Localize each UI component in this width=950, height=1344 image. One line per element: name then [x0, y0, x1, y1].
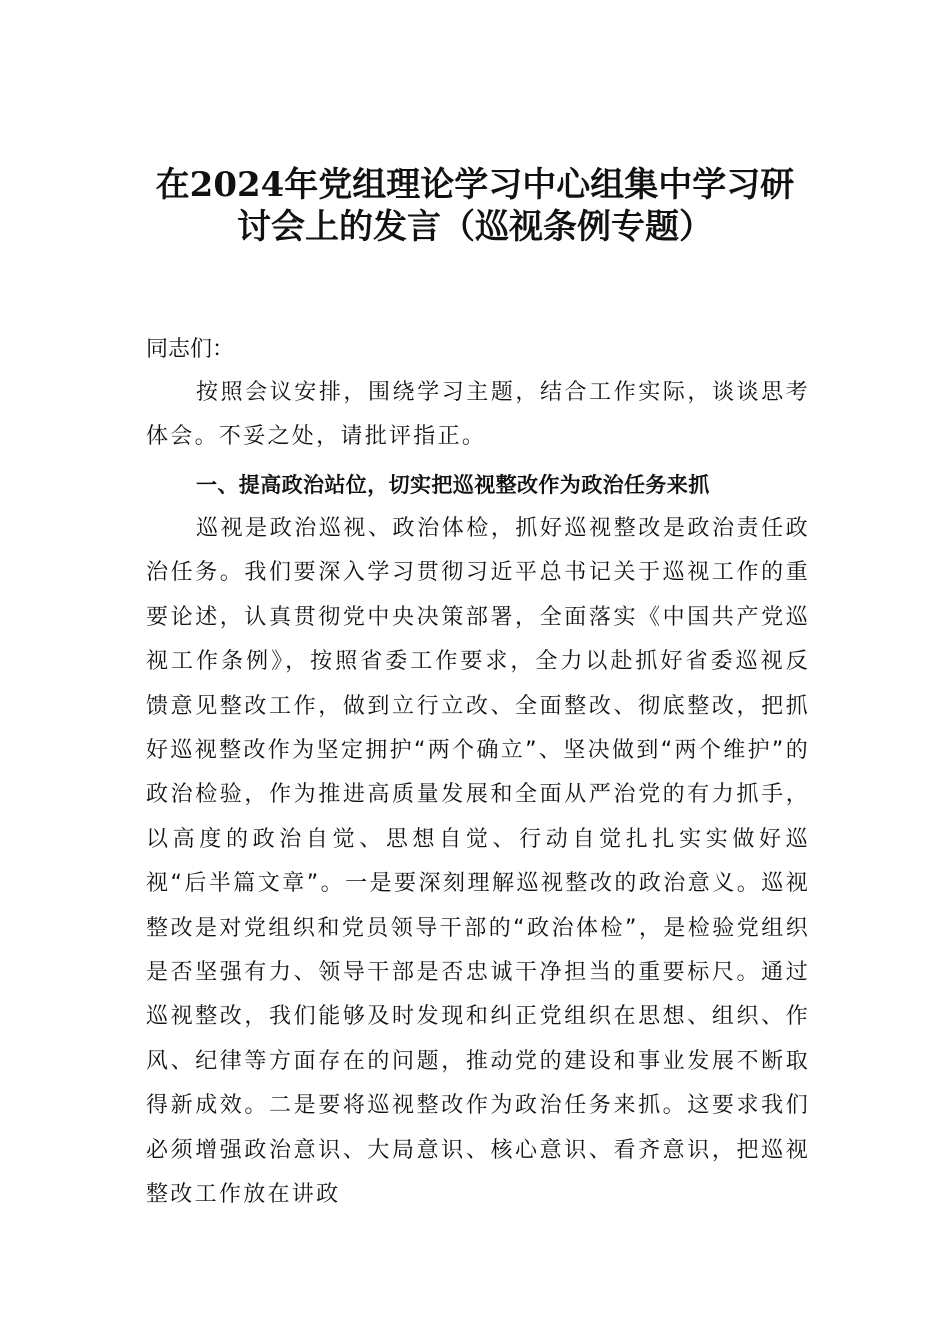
greeting: 同志们：: [146, 337, 235, 362]
intro-paragraph: 按照会议安排，围绕学习主题，结合工作实际，谈谈思考体会。不妥之处，请批评指正。: [146, 380, 810, 450]
document-title-line-1: 在2024年党组理论学习中心组集中学习研: [155, 165, 795, 205]
section-1-paragraph: 巡视是政治巡视、政治体检，抓好巡视整改是政治责任政治任务。我们要深入学习贯彻习近平总书记关于巡视工作的重要论述，认真贯彻党中央决策部署，全面落实《中国共产党巡视工作条例》，按照省委工作要求，全力以赴抓好省委巡视反馈意见整改工作，做到立行立改、全面整改、彻底整改，把抓好巡视整改作为坚定拥护“两个确立”、坚决做到“两个维护”的政治检验，作为推进高质量发展和全面从严治党的有力抓手，以高度的政治自觉、思想自觉、行动自觉扎扎实实做好巡视“后半篇文章”。一是要深刻理解巡视整改的政治意义。巡视整改是对党组织和党员领导干部的“政治体检”，是检验党组织是否坚强有力、领导干部是否忠诚干净担当的重要标尺。通过巡视整改，我们能够及时发现和纠正党组织在思想、组织、作风、纪律等方面存在的问题，推动党的建设和事业发展不断取得新成效。二是要将巡视整改作为政治任务来抓。这要求我们必须增强政治意识、大局意识、核心意识、看齐意识，把巡视整改工作放在讲政: [146, 516, 810, 1208]
document-title-line-2: 讨会上的发言（巡视条例专题）: [237, 207, 713, 247]
section-1-heading: 一、提高政治站位，切实把巡视整改作为政治任务来抓: [196, 473, 710, 497]
